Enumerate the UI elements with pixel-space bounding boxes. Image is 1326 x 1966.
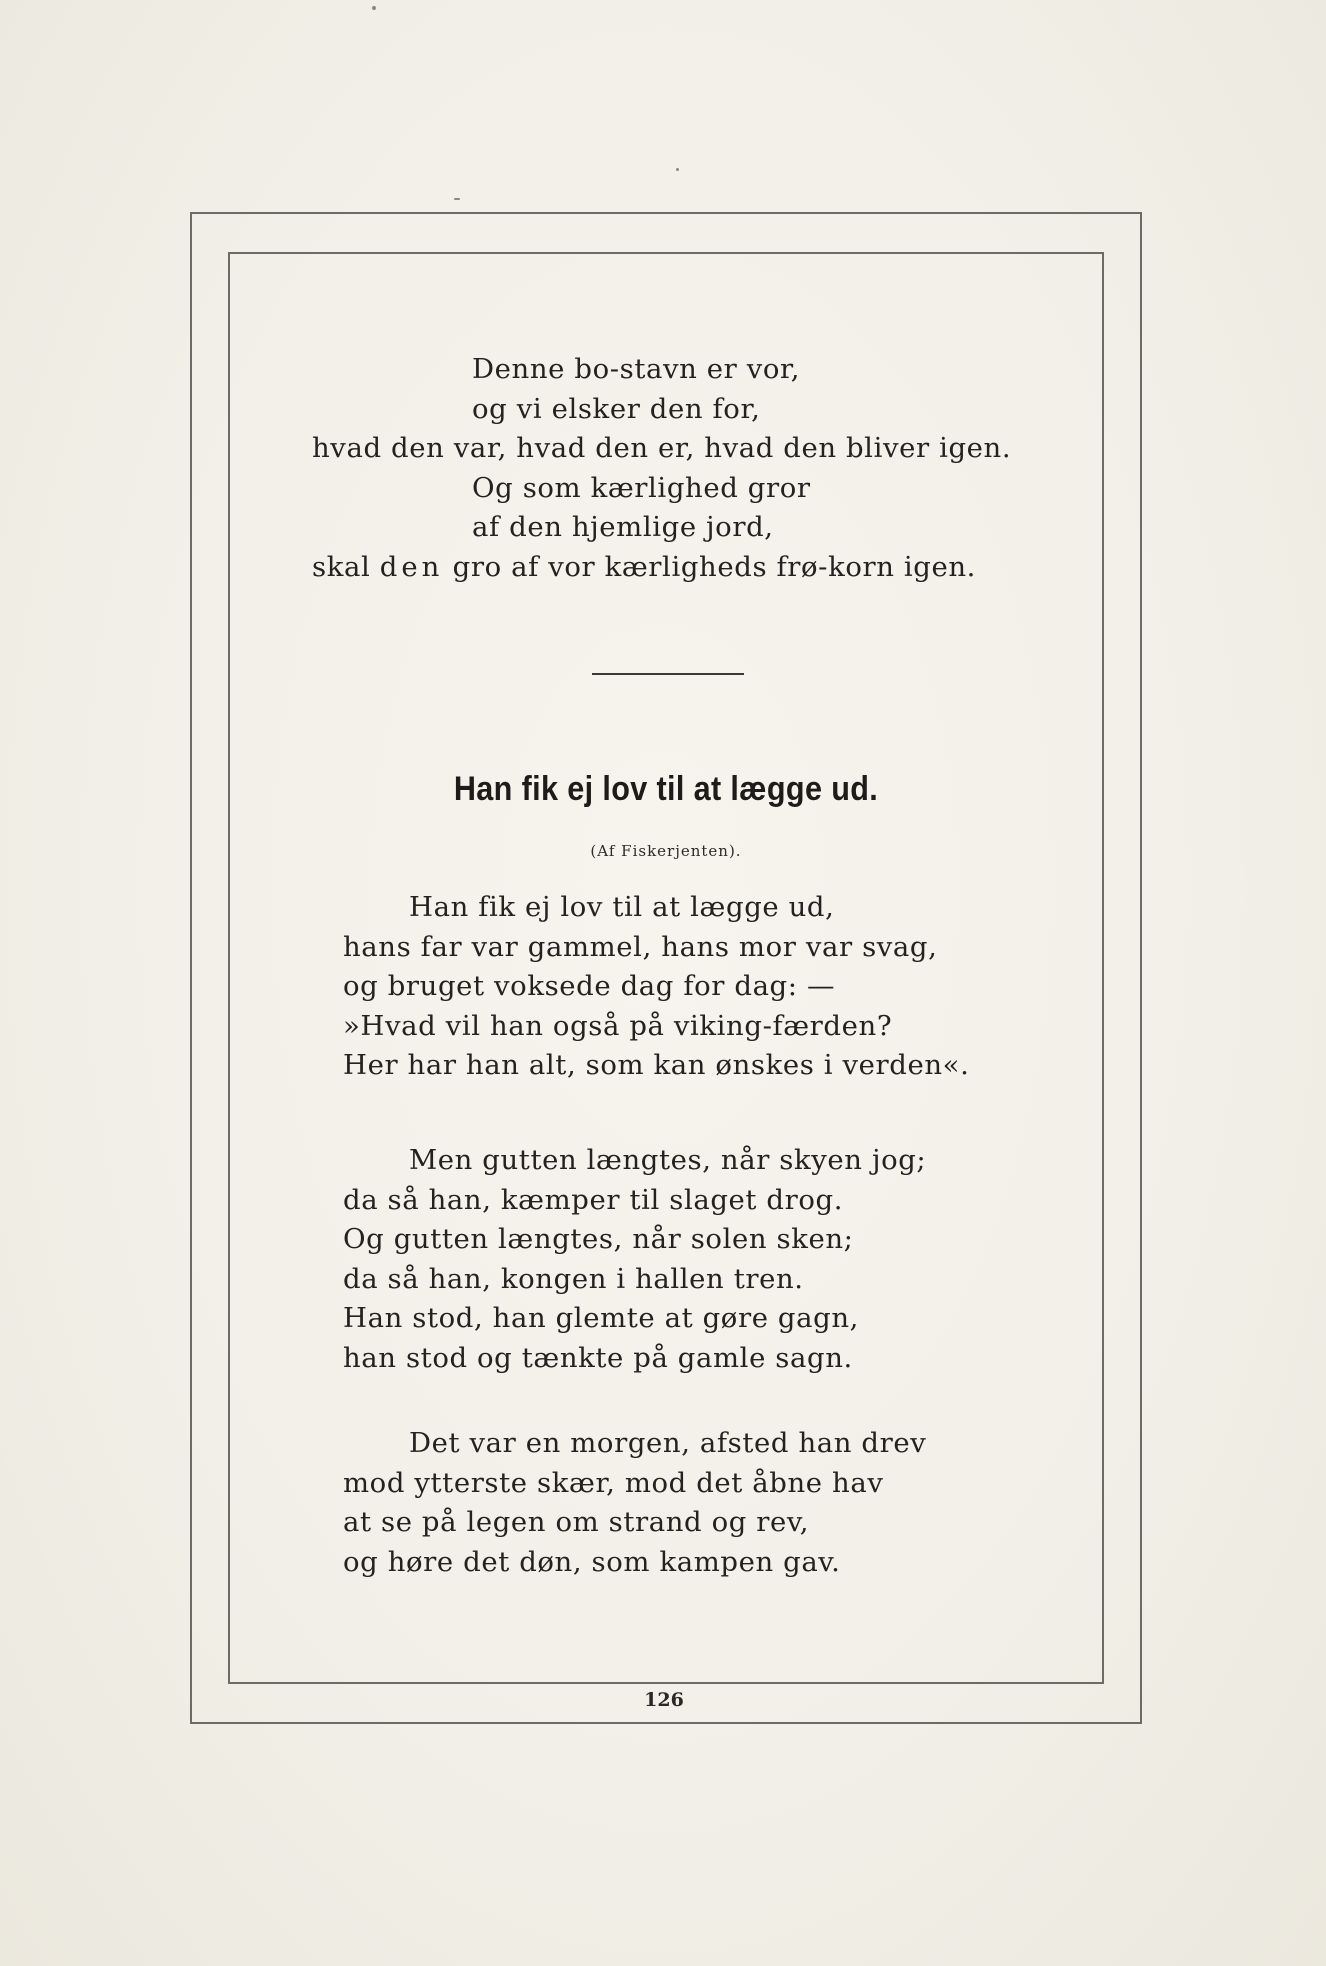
verse-line: hans far var gammel, hans mor var svag,	[343, 930, 938, 963]
poem-stanza-3	[343, 1424, 926, 1582]
verse-line-spaced	[312, 548, 1011, 588]
page-number: 126	[644, 1689, 684, 1711]
verse-line: mod ytterste skær, mod det åbne hav	[343, 1466, 884, 1499]
verse-line: Men gutten længtes, når skyen jog;	[409, 1144, 927, 1176]
section-divider	[592, 673, 744, 675]
poem-stanza-1	[343, 888, 969, 1086]
verse-line: da så han, kongen i hallen tren.	[343, 1262, 804, 1295]
verse-line-rest: gro af vor kærligheds frø-korn igen.	[452, 550, 977, 583]
verse-word-emphasis: den	[379, 550, 444, 583]
verse-line: han stod og tænkte på gamle sagn.	[343, 1341, 853, 1374]
poem-stanza-2	[343, 1141, 926, 1378]
verse-line: Og gutten længtes, når solen sken;	[343, 1223, 854, 1255]
verse-line: Det var en morgen, afsted han drev	[409, 1427, 927, 1459]
poem-source: (Af Fiskerjenten).	[590, 842, 742, 860]
verse-line: Her har han alt, som kan ønskes i verden«.	[343, 1049, 970, 1081]
verse-line: af den hjemlige jord,	[472, 511, 774, 543]
verse-line: hvad den var, hvad den er, hvad den bliver igen.	[312, 432, 1012, 464]
verse-line: da så han, kæmper til slaget drog.	[343, 1183, 844, 1216]
verse-line: Og som kærlighed gror	[472, 471, 811, 504]
poem-title: Han fik ej lov til at lægge ud.	[453, 770, 879, 808]
verse-line: og vi elsker den for,	[472, 392, 761, 425]
verse-word: skal	[312, 550, 371, 583]
paper-speck	[676, 168, 679, 171]
verse-line: Han fik ej lov til at lægge ud,	[409, 891, 835, 923]
paper-speck	[372, 6, 376, 10]
verse-line: Denne bo-stavn er vor,	[472, 353, 801, 385]
verse-line: og høre det døn, som kampen gav.	[343, 1545, 841, 1578]
verse-line: »Hvad vil han også på viking-færden?	[343, 1009, 893, 1042]
top-stanza	[312, 350, 1011, 587]
paper-speck	[454, 198, 460, 200]
verse-line: og bruget voksede dag for dag: —	[343, 970, 836, 1002]
verse-line: Han stod, han glemte at gøre gagn,	[343, 1302, 859, 1334]
verse-line: at se på legen om strand og rev,	[343, 1506, 810, 1538]
